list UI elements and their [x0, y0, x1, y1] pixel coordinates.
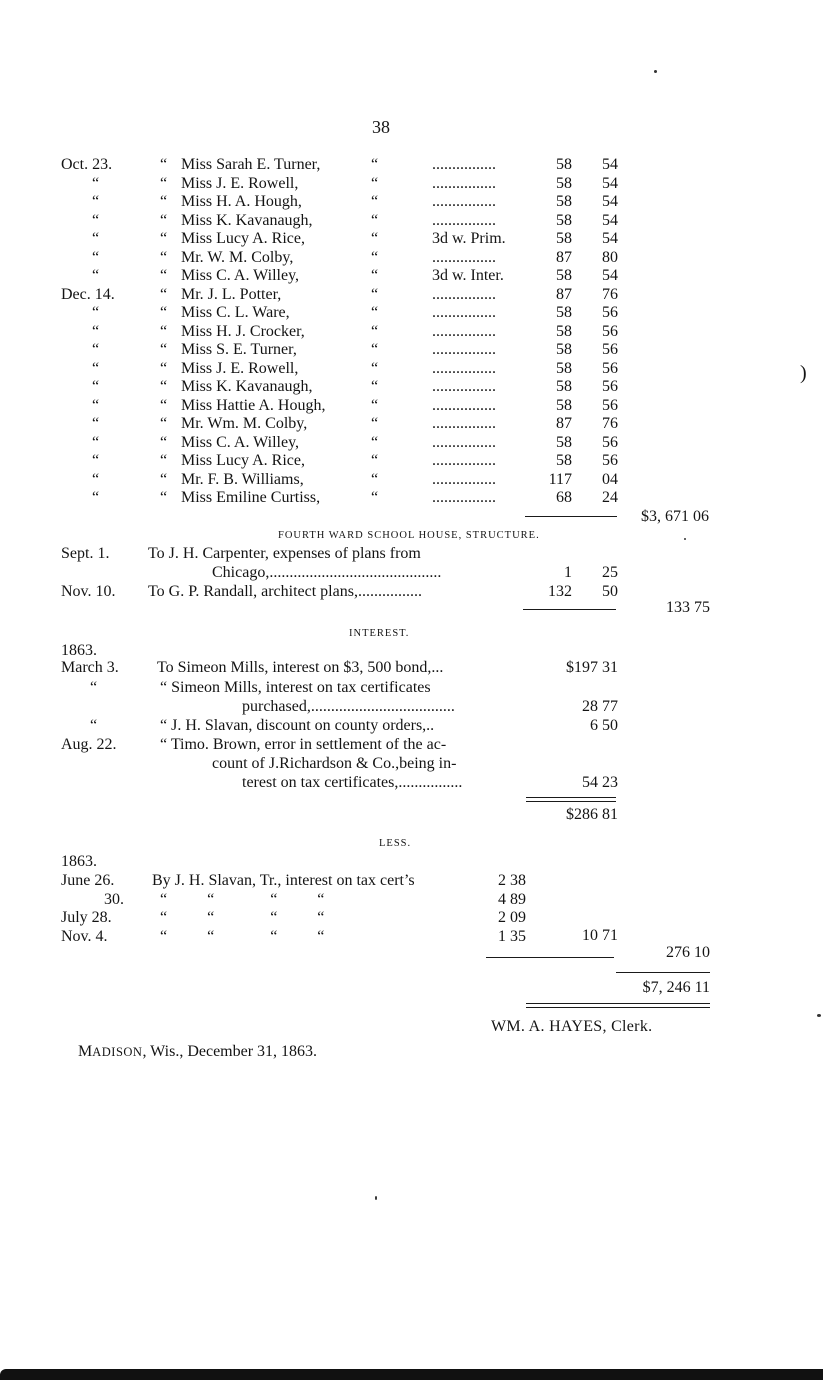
- interest-text-3: “ J. H. Slavan, discount on county orders,..: [160, 717, 435, 734]
- salary-row-desc: 3d w. Prim.: [432, 230, 506, 247]
- salary-row-ditto2: “: [371, 304, 379, 321]
- place-rest: ADISON: [92, 1045, 143, 1059]
- salary-row-name: Miss K. Kavanaugh,: [181, 378, 313, 395]
- salary-row-dollars: 58: [556, 452, 572, 469]
- grand-total-double-rule: [526, 1003, 710, 1008]
- salary-row-date: “: [92, 489, 100, 506]
- fourth-ward-date-2: Nov. 10.: [61, 583, 116, 600]
- salary-row-cents: 54: [602, 174, 618, 192]
- fourth-ward-text-1: To J. H. Carpenter, expenses of plans from: [148, 545, 421, 562]
- salary-row-desc: ................: [432, 359, 496, 377]
- salary-row-date: “: [92, 452, 100, 469]
- salary-row-dollars: 58: [556, 156, 572, 173]
- salary-row-name: Miss J. E. Rowell,: [181, 359, 299, 377]
- salary-row-name: Miss C. L. Ware,: [181, 304, 290, 321]
- less-row-date: July 28.: [61, 909, 112, 926]
- salary-row-date: “: [92, 174, 100, 192]
- interest-amount-1: $197 31: [566, 659, 618, 676]
- salary-row-ditto1: “: [160, 322, 168, 340]
- salary-row-name: Miss Lucy A. Rice,: [181, 230, 305, 247]
- salary-row-dollars: 58: [556, 322, 572, 340]
- salary-row-cents: 56: [602, 396, 618, 414]
- salary-row-ditto1: “: [160, 378, 168, 395]
- less-row-date: June 26.: [61, 872, 115, 889]
- salary-row-desc: ................: [432, 285, 496, 303]
- less-year: 1863.: [61, 853, 97, 870]
- salary-row-cents: 56: [602, 341, 618, 358]
- salary-row-dollars: 117: [548, 470, 572, 488]
- less-rule: [486, 957, 614, 958]
- less-row-amount: 2 09: [498, 909, 526, 926]
- scan-speck: [375, 1196, 377, 1200]
- salary-row-desc: ................: [432, 211, 496, 229]
- fourth-ward-total: 133 75: [666, 599, 710, 616]
- salary-row-dollars: 87: [556, 248, 572, 266]
- salary-row-dollars: 58: [556, 396, 572, 414]
- salary-row-ditto1: “: [160, 359, 168, 377]
- salary-row-dollars: 58: [556, 211, 572, 229]
- salary-row-ditto2: “: [371, 415, 379, 432]
- scan-speck: [817, 1014, 821, 1017]
- fourth-ward-rule: [523, 609, 616, 610]
- salary-row-date: “: [92, 211, 100, 229]
- interest-text-4c: terest on tax certificates,................: [242, 774, 463, 791]
- salary-row-ditto1: “: [160, 304, 168, 321]
- salary-row-cents: 56: [602, 452, 618, 469]
- salary-row-ditto1: “: [160, 267, 168, 284]
- interest-text-1: To Simeon Mills, interest on $3, 500 bond,...: [157, 659, 444, 676]
- place-date-tail: , Wis., December 31, 1863.: [142, 1043, 318, 1060]
- salary-row-dollars: 58: [556, 193, 572, 210]
- salary-row-desc: 3d w. Inter.: [432, 267, 504, 284]
- salary-row-cents: 54: [602, 230, 618, 247]
- salary-row-date: “: [92, 248, 100, 266]
- salary-row-name: Miss C. A. Willey,: [181, 267, 300, 284]
- salary-row-dollars: 87: [556, 285, 572, 303]
- salary-row-ditto2: “: [371, 193, 379, 210]
- salary-row-ditto2: “: [371, 248, 379, 266]
- salary-row-name: Miss C. A. Willey,: [181, 433, 300, 451]
- salary-row-date: “: [92, 341, 100, 358]
- salary-row-date: Oct. 23.: [61, 156, 113, 173]
- interest-amount-4: 54 23: [582, 774, 618, 791]
- clerk-signature: WM. A. HAYES, Clerk.: [491, 1018, 653, 1035]
- salary-row-desc: ................: [432, 248, 496, 266]
- salary-row-cents: 56: [602, 433, 618, 451]
- salary-row-name: Miss J. E. Rowell,: [181, 174, 299, 192]
- less-row-date: 30.: [104, 890, 124, 908]
- salary-row-ditto1: “: [160, 433, 168, 451]
- salary-row-dollars: 58: [556, 341, 572, 358]
- salary-row-ditto2: “: [371, 174, 379, 192]
- salary-row-ditto2: “: [371, 267, 379, 284]
- salary-row-desc: ................: [432, 304, 496, 321]
- salary-row-cents: 76: [602, 415, 618, 432]
- salary-row-cents: 54: [602, 156, 618, 173]
- fourth-ward-date-1: Sept. 1.: [61, 545, 110, 562]
- margin-mark: ): [800, 362, 807, 384]
- salary-row-ditto1: “: [160, 248, 168, 266]
- salary-row-desc: ................: [432, 174, 496, 192]
- less-row-text: By J. H. Slavan, Tr., interest on tax cert’s: [152, 872, 415, 889]
- less-row-text: “ “ “ “: [160, 927, 325, 945]
- less-row-text: “ “ “ “: [160, 890, 325, 908]
- salary-row-date: “: [92, 396, 100, 414]
- salary-row-ditto1: “: [160, 452, 168, 469]
- salary-row-ditto2: “: [371, 322, 379, 340]
- less-row-amount: 2 38: [498, 872, 526, 889]
- salary-row-name: Mr. Wm. M. Colby,: [181, 415, 308, 432]
- salary-row-cents: 24: [602, 489, 618, 506]
- salary-row-ditto2: “: [371, 396, 379, 414]
- salary-row-date: “: [92, 267, 100, 284]
- salary-row-cents: 80: [602, 248, 618, 266]
- salary-row-desc: ................: [432, 489, 496, 506]
- interest-date-3: “: [90, 717, 98, 734]
- grand-total: $7, 246 11: [642, 979, 710, 996]
- salary-row-name: Miss H. A. Hough,: [181, 193, 302, 210]
- salary-row-ditto1: “: [160, 341, 168, 358]
- salary-row-dollars: 58: [556, 304, 572, 321]
- salary-row-dollars: 58: [556, 359, 572, 377]
- salary-row-ditto2: “: [371, 378, 379, 395]
- salary-row-name: Mr. W. M. Colby,: [181, 248, 294, 266]
- interest-date-4: Aug. 22.: [61, 736, 117, 753]
- salary-row-name: Miss Sarah E. Turner,: [181, 156, 321, 173]
- salary-row-cents: 04: [602, 470, 618, 488]
- salary-row-name: Miss Lucy A. Rice,: [181, 452, 305, 469]
- interest-text-2-cont: purchased,....................................: [242, 698, 455, 715]
- salary-row-cents: 54: [602, 211, 618, 229]
- salary-row-desc: ................: [432, 378, 496, 395]
- salary-row-ditto1: “: [160, 489, 168, 506]
- salary-row-name: Mr. F. B. Williams,: [181, 470, 304, 488]
- salary-row-date: “: [92, 378, 100, 395]
- salary-row-dollars: 58: [556, 174, 572, 192]
- salary-row-ditto2: “: [371, 433, 379, 451]
- less-row-amount: 1 35: [498, 927, 526, 945]
- total-rule: [525, 516, 617, 517]
- salary-row-ditto1: “: [160, 174, 168, 192]
- section-heading-fourth-ward: FOURTH WARD SCHOOL HOUSE, STRUCTURE.: [278, 530, 540, 541]
- less-row-text: “ “ “ “: [160, 909, 325, 926]
- salary-row-dollars: 87: [556, 415, 572, 432]
- salary-row-date: “: [92, 415, 100, 432]
- salary-row-ditto1: “: [160, 285, 168, 303]
- less-row-amount: 4 89: [498, 890, 526, 908]
- salary-row-name: Miss K. Kavanaugh,: [181, 211, 313, 229]
- salary-row-dollars: 68: [556, 489, 572, 506]
- salary-total: $3, 671 06: [641, 508, 709, 525]
- salary-row-date: “: [92, 359, 100, 377]
- salary-row-dollars: 58: [556, 267, 572, 284]
- salary-row-desc: ................: [432, 415, 496, 432]
- salary-row-ditto1: “: [160, 396, 168, 414]
- salary-row-desc: ................: [432, 193, 496, 210]
- salary-row-ditto1: “: [160, 415, 168, 432]
- fourth-ward-text-1-cont: Chicago,...........................................: [212, 564, 442, 581]
- salary-row-ditto2: “: [371, 230, 379, 247]
- salary-row-desc: ................: [432, 322, 496, 340]
- salary-row-cents: 56: [602, 378, 618, 395]
- fourth-ward-cents-2: 50: [602, 583, 618, 600]
- salary-row-desc: ................: [432, 341, 496, 358]
- salary-row-name: Miss H. J. Crocker,: [181, 322, 305, 340]
- salary-row-cents: 54: [602, 267, 618, 284]
- salary-row-date: Dec. 14.: [61, 285, 115, 303]
- salary-row-ditto2: “: [371, 156, 379, 173]
- salary-row-date: “: [92, 433, 100, 451]
- salary-row-name: Miss S. E. Turner,: [181, 341, 297, 358]
- fourth-ward-dollars-2: 132: [548, 583, 572, 600]
- salary-row-ditto2: “: [371, 341, 379, 358]
- salary-row-ditto2: “: [371, 470, 379, 488]
- salary-row-date: “: [92, 470, 100, 488]
- salary-row-desc: ................: [432, 470, 496, 488]
- salary-row-ditto1: “: [160, 211, 168, 229]
- salary-row-cents: 54: [602, 193, 618, 210]
- salary-row-date: “: [92, 322, 100, 340]
- salary-row-ditto1: “: [160, 230, 168, 247]
- scan-speck: [654, 70, 657, 73]
- salary-row-ditto2: “: [371, 489, 379, 506]
- interest-text-2: “ Simeon Mills, interest on tax certificates: [160, 679, 431, 696]
- salary-row-ditto2: “: [371, 452, 379, 469]
- salary-row-ditto1: “: [160, 470, 168, 488]
- salary-row-desc: ................: [432, 396, 496, 414]
- salary-row-cents: 56: [602, 322, 618, 340]
- salary-row-name: Miss Emiline Curtiss,: [181, 489, 321, 506]
- salary-row-desc: ................: [432, 433, 496, 451]
- fourth-ward-cents-1: 25: [602, 564, 618, 581]
- interest-date-1: March 3.: [61, 659, 119, 676]
- salary-row-dollars: 58: [556, 433, 572, 451]
- salary-row-ditto1: “: [160, 156, 168, 173]
- interest-double-rule: [526, 797, 616, 802]
- salary-row-cents: 56: [602, 359, 618, 377]
- page-number: 38: [372, 117, 390, 137]
- salary-row-cents: 76: [602, 285, 618, 303]
- salary-row-desc: ................: [432, 156, 496, 173]
- scan-speck: [684, 538, 686, 540]
- net-interest: 276 10: [666, 944, 710, 961]
- salary-row-ditto2: “: [371, 285, 379, 303]
- salary-row-date: “: [92, 230, 100, 247]
- salary-row-ditto1: “: [160, 193, 168, 210]
- place-initial: M: [78, 1043, 93, 1060]
- less-row-date: Nov. 4.: [61, 927, 108, 945]
- interest-amount-2: 28 77: [582, 698, 618, 715]
- salary-row-cents: 56: [602, 304, 618, 321]
- scan-edge: [0, 1369, 823, 1380]
- salary-row-dollars: 58: [556, 378, 572, 395]
- interest-text-4b: count of J.Richardson & Co.,being in-: [212, 755, 457, 772]
- interest-subtotal: $286 81: [566, 806, 618, 823]
- interest-amount-3: 6 50: [590, 717, 618, 734]
- interest-date-2: “: [90, 679, 98, 696]
- section-heading-interest: INTEREST.: [349, 628, 410, 639]
- salary-row-dollars: 58: [556, 230, 572, 247]
- place-and-date: [78, 1043, 317, 1061]
- fourth-ward-dollars-1: 1: [564, 564, 572, 581]
- salary-row-date: “: [92, 304, 100, 321]
- salary-row-desc: ................: [432, 452, 496, 469]
- interest-year: 1863.: [61, 642, 97, 659]
- less-total: 10 71: [582, 927, 618, 944]
- salary-row-ditto2: “: [371, 359, 379, 377]
- interest-text-4a: “ Timo. Brown, error in settlement of the ac-: [160, 736, 447, 753]
- fourth-ward-text-2: To G. P. Randall, architect plans,................: [148, 583, 422, 600]
- salary-row-date: “: [92, 193, 100, 210]
- salary-row-name: Mr. J. L. Potter,: [181, 285, 282, 303]
- salary-row-name: Miss Hattie A. Hough,: [181, 396, 326, 414]
- salary-row-ditto2: “: [371, 211, 379, 229]
- section-heading-less: LESS.: [379, 838, 412, 849]
- grand-total-top-rule: [616, 972, 710, 973]
